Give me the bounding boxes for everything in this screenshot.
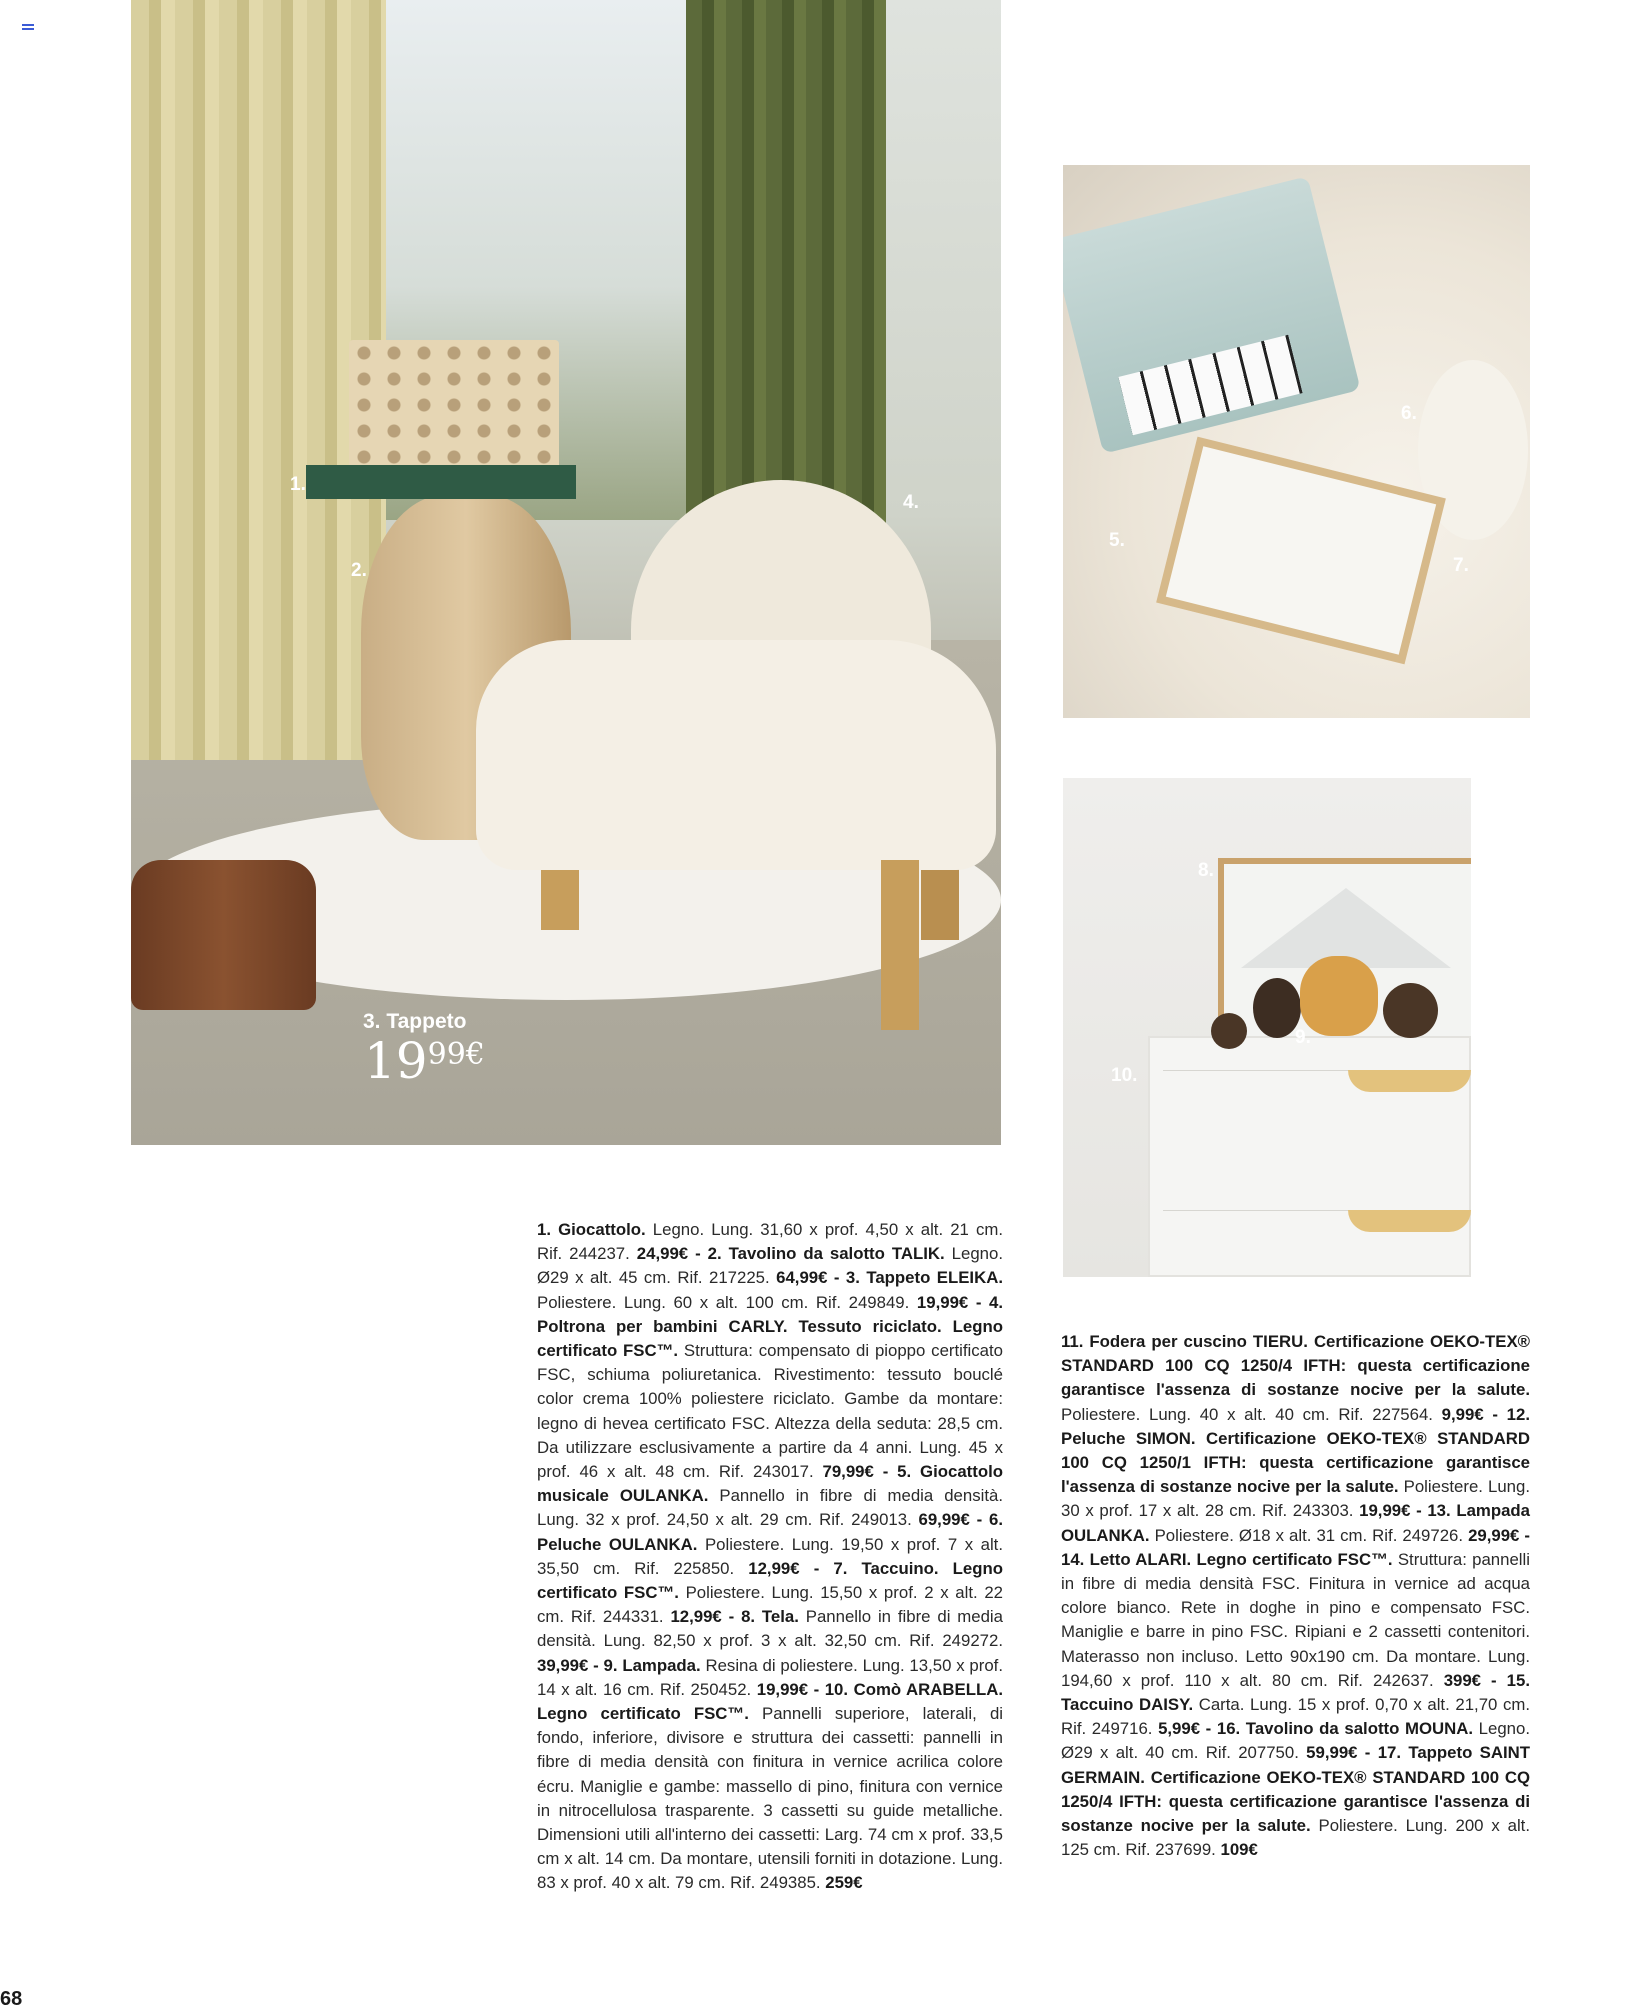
dresser-photo <box>1063 778 1471 1277</box>
marker-6: 6. <box>1401 403 1417 424</box>
marker-2: 2. <box>351 560 367 581</box>
price-main: 19 <box>364 1032 428 1090</box>
price-cents: 99€ <box>427 1037 485 1072</box>
green-tray <box>306 465 576 499</box>
text-run: Pannello in fibre di media densità. Lung. 32 x prof. 24,50 x alt. 29 cm. Rif. 249013. <box>537 1486 1003 1530</box>
text-bold-run: 79,99€ - 5. Giocattolo musicale OULANKA. <box>537 1462 1003 1506</box>
text-run: Legno. Lung. 31,60 x prof. 4,50 x alt. 21 cm. Rif. 244237. <box>537 1220 1003 1264</box>
text-bold-run: 109€ <box>1220 1840 1258 1860</box>
text-bold-run: 29,99€ - 14. Letto ALARI. Legno certificato FSC™. <box>1061 1525 1530 1569</box>
pine-cone <box>1383 983 1438 1038</box>
text-run: Resina di poliestere. Lung. 13,50 x prof. 14 x alt. 16 cm. Rif. 250452. <box>537 1655 1003 1699</box>
text-bold-run: 64,99€ - 3. Tappeto ELEIKA. <box>776 1268 1003 1288</box>
text-bold-run: 11. Fodera per cuscino TIERU. Certificazione OEKO-TEX® STANDARD 100 CQ 1250/4 IFTH: questa certificazione garantisce l'assenza di sostanze nocive per la salute. <box>1061 1332 1530 1400</box>
marker-8: 8. <box>1198 860 1214 881</box>
text-run: Carta. Lung. 15 x prof. 0,70 x alt. 21,70 cm. Rif. 249716. <box>1061 1695 1530 1739</box>
text-bold-run: 69,99€ - 6. Peluche OULANKA. <box>537 1510 1003 1554</box>
drawer-handle <box>1348 1210 1471 1232</box>
text-run: Poliestere. Lung. 40 x alt. 40 cm. Rif. 227564. <box>1061 1404 1442 1424</box>
pine-cone <box>1253 978 1301 1038</box>
piano-photo <box>1063 165 1530 718</box>
text-bold-run: 9,99€ - 12. Peluche SIMON. Certificazione OEKO-TEX® STANDARD 100 CQ 1250/1 IFTH: questa certificazione garantisce l'assenza di sostanze nocive per la salute. <box>1061 1404 1530 1497</box>
text-run: Poliestere. Lung. 200 x alt. 125 cm. Rif. 237699. <box>1061 1816 1530 1860</box>
text-run: Poliestere. Lung. 15,50 x prof. 2 x alt. 22 cm. Rif. 244331. <box>537 1583 1003 1627</box>
text-bold-run: 1. Giocattolo. <box>537 1220 646 1239</box>
text-bold-run: 24,99€ - 2. Tavolino da salotto TALIK. <box>636 1244 945 1264</box>
text-run: Poliestere. Lung. 19,50 x prof. 7 x alt. 35,50 cm. Rif. 225850. <box>537 1534 1003 1578</box>
marker-7: 7. <box>1453 555 1469 576</box>
yellow-curtain <box>131 0 386 760</box>
price-caption: 3. Tappeto <box>363 1010 467 1033</box>
text-bold-run: 12,99€ - 8. Tela. <box>670 1607 799 1627</box>
product-description-right <box>1061 1330 1530 1862</box>
text-run: Legno. Ø29 x alt. 40 cm. Rif. 207750. <box>1061 1719 1530 1763</box>
wooden-toy-board <box>349 340 559 470</box>
text-run: Struttura: pannelli in fibre di media densità FSC. Finitura in vernice ad acqua colore bianco. Rete in doghe in pino e compensato FSC. Maniglie e barre in pino FSC. Ripiani e 2 cassetti contenitori. Materasso non incluso. Letto 90x190 cm. Da montare. Lung. 194,60 x prof. 110 x alt. 80 cm. Rif. 242637. <box>1061 1549 1530 1690</box>
boots <box>131 860 316 1010</box>
marker-1: 1. <box>290 474 306 495</box>
marker-5: 5. <box>1109 530 1125 551</box>
text-run: Pannelli superiore, laterali, di fondo, inferiore, divisore e struttura dei cassetti: pannelli in fibre di media densità con finitura in vernice acrilica colore écru. Maniglie e gambe: massello di pino, finitura con vernice in nitrocellulosa trasparente. 3 cassetti su guide metalliche. Dimensioni utili all'interno dei cassetti: Larg. 74 cm x prof. 33,5 cm x alt. 14 cm. Da montare, utensili forniti in dotazione. Lung. 83 x prof. 40 x alt. 79 cm. Rif. 249385. <box>537 1704 1004 1893</box>
text-run: Legno. Ø29 x alt. 45 cm. Rif. 217225. <box>537 1244 1003 1288</box>
text-bold-run: 12,99€ - 7. Taccuino. Legno certificato FSC™. <box>537 1558 1003 1603</box>
marker-9: 9. <box>1295 1027 1311 1048</box>
text-bold-run: 5,99€ - 16. Tavolino da salotto MOUNA. <box>1158 1719 1474 1739</box>
text-bold-run: 259€ <box>825 1873 863 1893</box>
text-bold-run: 39,99€ - 9. Lampada. <box>537 1655 701 1675</box>
page-number: 68 <box>0 1988 23 2010</box>
price-tag <box>364 1032 485 1090</box>
hedgehog-lamp <box>1300 956 1378 1036</box>
text-run: Poliestere. Ø18 x alt. 31 cm. Rif. 249726. <box>1149 1525 1469 1545</box>
text-bold-run: 19,99€ - 10. Comò ARABELLA. Legno certificato FSC™. <box>537 1679 1003 1724</box>
marker-4: 4. <box>903 492 919 513</box>
text-run: Struttura: compensato di pioppo certificato FSC, schiuma poliuretanica. Rivestimento: tessuto bouclé color crema 100% poliestere riciclato. Gambe da montare: legno di hevea certificato FSC. Altezza della seduta: 28,5 cm. Da utilizzare esclusivamente a partire da 4 anni. Lung. 45 x prof. 46 x alt. 48 cm. Rif. 243017. <box>537 1341 1003 1482</box>
pine-cone <box>1211 1013 1247 1049</box>
text-run: Poliestere. Lung. 30 x prof. 17 x alt. 28 cm. Rif. 243303. <box>1061 1477 1531 1521</box>
notebook <box>1156 437 1446 665</box>
armchair-photo <box>131 0 1001 1145</box>
text-bold-run: 399€ - 15. Taccuino DAISY. <box>1061 1670 1531 1715</box>
text-run: Pannello in fibre di media densità. Lung. 82,50 x prof. 3 x alt. 32,50 cm. Rif. 249272. <box>537 1607 1003 1651</box>
drawer-handle <box>1348 1070 1471 1092</box>
text-run: Poliestere. Lung. 60 x alt. 100 cm. Rif. 249849. <box>537 1292 917 1312</box>
text-bold-run: 59,99€ - 17. Tappeto SAINT GERMAIN. Certificazione OEKO-TEX® STANDARD 100 CQ 1250/4 IFTH: questa certificazione garantisce l'assenza di sostanze nocive per la salute. <box>1061 1743 1530 1836</box>
text-bold-run: 19,99€ - 13. Lampada OULANKA. <box>1061 1501 1530 1545</box>
armchair-seat <box>476 640 996 870</box>
menu-icon[interactable] <box>22 24 34 32</box>
marker-10: 10. <box>1111 1065 1138 1086</box>
chair-leg <box>881 860 919 1030</box>
product-description-left <box>537 1218 1003 1896</box>
text-bold-run: 19,99€ - 4. Poltrona per bambini CARLY. Tessuto riciclato. Legno certificato FSC™. <box>537 1292 1003 1361</box>
